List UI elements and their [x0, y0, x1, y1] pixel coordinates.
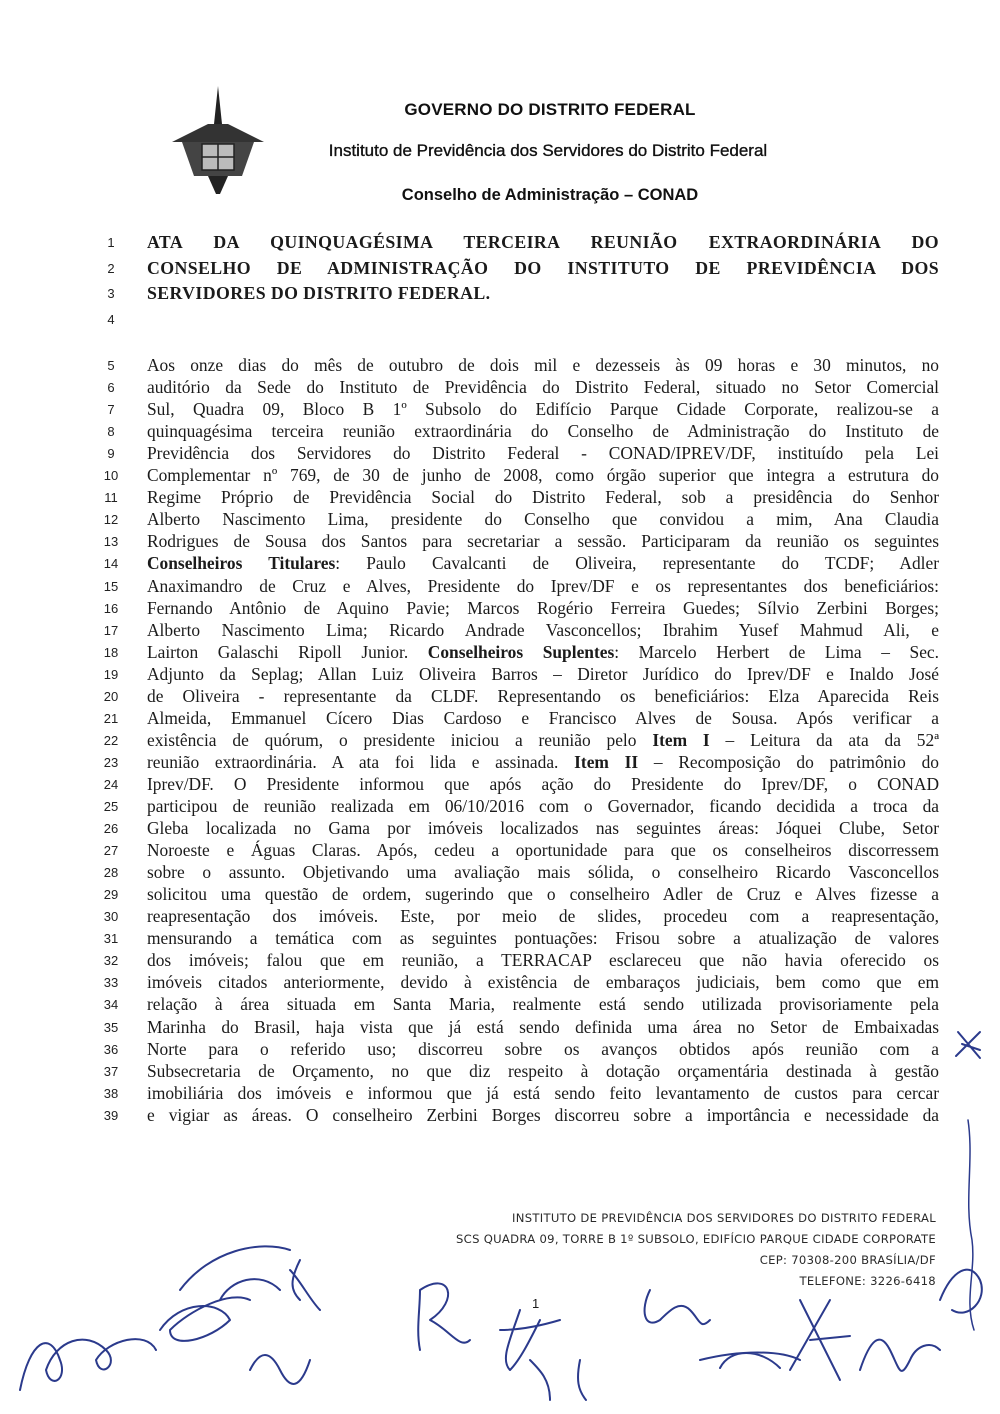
line-text-part: reunião extraordinária. A ata foi lida e assinada.	[147, 751, 575, 772]
minutes-line	[0, 1060, 1000, 1084]
line-text: Alberto Nascimento Lima, presidente do Conselho que convidou a mim, Ana Claudia	[147, 509, 939, 530]
minutes-line	[0, 1104, 1000, 1128]
minutes-line	[0, 707, 1000, 731]
minutes-line	[0, 231, 1000, 255]
line-text	[147, 552, 939, 574]
minutes-line	[0, 795, 1000, 819]
line-text: Sul, Quadra 09, Bloco B 1º Subsolo do Edifício Parque Cidade Corporate, realizou-se a	[147, 399, 939, 420]
footer-institute: INSTITUTO DE PREVIDÊNCIA DOS SERVIDORES DO DISTRITO FEDERAL	[512, 1211, 936, 1225]
line-text: de Oliveira - representante da CLDF. Representando os beneficiários: Elza Aparecida Reis	[147, 685, 939, 706]
footer-phone: TELEFONE: 3226-6418	[799, 1274, 936, 1288]
minutes-line	[0, 376, 1000, 400]
minutes-line	[0, 1082, 1000, 1106]
line-text: Regime Próprio de Previdência Social do Distrito Federal, sob a presidência do Senhor	[147, 487, 939, 508]
minutes-line	[0, 685, 1000, 709]
line-number: 33	[103, 975, 119, 991]
line-text: Rodrigues de Sousa dos Santos para secretariar a sessão. Participaram da reunião os seguintes	[147, 531, 939, 552]
line-number: 4	[107, 312, 115, 327]
line-text: Gleba localizada no Gama por imóveis localizados nas seguintes áreas: Jóquei Clube, Setor	[147, 818, 939, 839]
line-text: CONSELHO DE ADMINISTRAÇÃO DO INSTITUTO DE PREVIDÊNCIA DOS	[147, 258, 939, 278]
line-number: 7	[107, 402, 115, 418]
council-heading: Conselho de Administração – CONAD	[401, 186, 699, 204]
line-number: 30	[103, 909, 119, 925]
line-text: solicitou uma questão de ordem, sugerindo que o conselheiro Adler de Cruz e Alves fizesse a	[147, 884, 939, 905]
line-text: participou de reunião realizada em 06/10/2016 com o Governador, ficando decidida a troca da	[147, 796, 939, 816]
line-number: 39	[103, 1107, 119, 1123]
line-text: Previdência dos Servidores do Distrito Federal - CONAD/IPREV/DF, instituído pela Lei	[147, 443, 939, 464]
minutes-line	[0, 949, 1000, 973]
footer-cep: CEP: 70308-200 BRASÍLIA/DF	[759, 1253, 936, 1267]
bold-term: Item II	[574, 751, 639, 772]
line-text-part: – Recomposição do patrimônio do	[638, 751, 939, 772]
minutes-line	[0, 817, 1000, 841]
line-number: 24	[103, 776, 119, 792]
minutes-line	[0, 927, 1000, 951]
line-number: 5	[107, 358, 115, 373]
institute-heading: Instituto de Previdência dos Servidores do Distrito Federal	[328, 141, 768, 160]
line-text: Noroeste e Águas Claras. Após, cedeu a oportunidade para que os conselheiros discorressem	[147, 840, 939, 861]
line-text: sobre o assunto. Objetivando uma avaliação mais sólida, o conselheiro Ricardo Vasconcellos	[147, 862, 939, 883]
line-number: 17	[103, 622, 119, 638]
line-number: 26	[103, 821, 119, 837]
line-number: 35	[103, 1019, 119, 1035]
line-text: imobiliária dos imóveis e informou que já está sendo feito levantamento de custos para cercar	[147, 1082, 939, 1103]
line-number: 25	[103, 799, 119, 814]
line-number: 34	[103, 997, 119, 1013]
line-number: 1	[107, 235, 115, 250]
line-number: 6	[107, 380, 115, 396]
minutes-line	[0, 619, 1000, 643]
line-number: 36	[103, 1041, 119, 1057]
line-number: 28	[103, 865, 119, 881]
line-text: ATA DA QUINQUAGÉSIMA TERCEIRA REUNIÃO EXTRAORDINÁRIA DO	[147, 232, 939, 252]
line-text: Aos onze dias do mês de outubro de dois mil e dezesseis às 09 horas e 30 minutos, no	[147, 355, 939, 375]
line-number: 20	[103, 688, 119, 704]
minutes-line	[0, 442, 1000, 466]
government-heading: GOVERNO DO DISTRITO FEDERAL	[404, 100, 696, 119]
line-number: 32	[103, 953, 119, 969]
line-text: Iprev/DF. O Presidente informou que após ação do Presidente do Iprev/DF, o CONAD	[147, 773, 939, 794]
page-number: 1	[532, 1296, 540, 1311]
minutes-line	[0, 971, 1000, 995]
minutes-line	[0, 530, 1000, 554]
line-text-part: : Paulo Cavalcanti de Oliveira, representante do TCDF; Adler	[335, 553, 939, 574]
line-text: relação à área situada em Santa Maria, realmente está sendo utilizada provisoriamente pela	[147, 994, 939, 1015]
line-text: e vigiar as áreas. O conselheiro Zerbini Borges discorreu sobre a importância e necessidade da	[147, 1104, 939, 1125]
line-text: Adjunto da Seplag; Allan Luiz Oliveira Barros – Diretor Jurídico do Iprev/DF e Inaldo José	[147, 663, 939, 684]
line-text: Subsecretaria de Orçamento, no que diz respeito à dotação orçamentária destinada à gestão	[147, 1060, 939, 1081]
minutes-line	[0, 839, 1000, 863]
line-text	[147, 729, 939, 751]
line-number: 12	[103, 512, 119, 528]
bold-term: Item I	[652, 729, 710, 750]
minutes-line	[0, 993, 1000, 1017]
line-text: dos imóveis; falou que em reunião, a TERRACAP esclareceu que não havia oferecido os	[147, 950, 939, 971]
minutes-line	[0, 641, 1000, 665]
line-number: 13	[103, 534, 119, 550]
line-number: 8	[107, 424, 115, 440]
minutes-line	[0, 575, 1000, 599]
line-number: 31	[103, 931, 119, 947]
bold-term: Conselheiros Titulares	[147, 553, 336, 574]
line-text: SERVIDORES DO DISTRITO FEDERAL.	[147, 283, 491, 303]
line-text-part: existência de quórum, o presidente iniciou a reunião pelo	[147, 729, 653, 750]
line-text	[147, 641, 939, 663]
minutes-line	[0, 257, 1000, 281]
minutes-line	[0, 552, 1000, 576]
minutes-line	[0, 354, 1000, 378]
line-number: 19	[103, 666, 119, 682]
line-number: 2	[107, 261, 115, 276]
line-number: 27	[103, 843, 119, 859]
line-text: imóveis citados anteriormente, devido à existência de embaraços judiciais, bem como que em	[147, 972, 939, 993]
minutes-line	[0, 861, 1000, 885]
line-text: Fernando Antônio de Aquino Pavie; Marcos Rogério Ferreira Guedes; Sílvio Zerbini Borges;	[147, 597, 939, 618]
line-text: mensurando a temática com as seguintes pontuações: Frisou sobre a atualização de valores	[147, 928, 939, 949]
line-text	[147, 751, 939, 773]
line-text: Marinha do Brasil, haja vista que já está sendo definida uma área no Setor de Embaixadas	[147, 1016, 939, 1037]
line-text-part: Lairton Galaschi Ripoll Junior.	[147, 641, 428, 662]
line-number: 23	[103, 754, 119, 770]
minutes-line	[0, 486, 1000, 510]
line-text: Anaximandro de Cruz e Alves, Presidente do Iprev/DF e os representantes dos beneficiários:	[147, 575, 939, 596]
minutes-line	[0, 663, 1000, 687]
line-number: 10	[103, 468, 119, 484]
line-number: 37	[103, 1063, 119, 1079]
line-number: 21	[103, 710, 119, 726]
line-text-part: : Marcelo Herbert de Lima – Sec.	[614, 641, 939, 662]
line-text: Norte para o referido uso; discorreu sobre os avanços obtidos após reunião com a	[147, 1038, 939, 1059]
minutes-line	[0, 905, 1000, 929]
line-text: Alberto Nascimento Lima; Ricardo Andrade Vasconcellos; Ibrahim Yusef Mahmud Ali, e	[147, 619, 939, 640]
minutes-line	[0, 729, 1000, 753]
minutes-line	[0, 282, 1000, 306]
line-number: 9	[107, 446, 115, 462]
line-number: 16	[103, 600, 119, 616]
line-number: 18	[103, 644, 119, 660]
line-number: 11	[104, 490, 118, 506]
line-text: Complementar nº 769, de 30 de junho de 2008, como órgão superior que integra a estrutura do	[147, 465, 939, 486]
line-number: 3	[107, 286, 115, 301]
minutes-line	[0, 883, 1000, 907]
minutes-line	[0, 420, 1000, 444]
line-text: Almeida, Emmanuel Cícero Dias Cardoso e Francisco Alves de Sousa. Após verificar a	[147, 707, 939, 728]
minutes-line	[0, 464, 1000, 488]
footer-address: SCS QUADRA 09, TORRE B 1º SUBSOLO, EDIFÍCIO PARQUE CIDADE CORPORATE	[456, 1232, 936, 1246]
minutes-line	[0, 398, 1000, 422]
minutes-line	[0, 1016, 1000, 1040]
line-text: auditório da Sede do Instituto de Previdência do Distrito Federal, situado no Setor Comercial	[147, 377, 939, 398]
line-number: 38	[103, 1085, 119, 1101]
minutes-line	[0, 751, 1000, 775]
line-number: 22	[103, 732, 119, 748]
line-number: 15	[103, 578, 119, 594]
bold-term: Conselheiros Suplentes	[427, 641, 615, 662]
line-number: 29	[103, 887, 119, 903]
line-number: 14	[103, 556, 119, 572]
minutes-line	[0, 308, 1000, 332]
line-text: quinquagésima terceira reunião extraordinária do Conselho de Administração do Instituto de	[147, 421, 939, 442]
minutes-line	[0, 773, 1000, 797]
line-text-part: – Leitura da ata da 52ª	[709, 729, 939, 750]
minutes-line	[0, 508, 1000, 532]
minutes-line	[0, 1038, 1000, 1062]
line-text: reapresentação dos imóveis. Este, por meio de slides, procedeu com a reapresentação,	[147, 906, 939, 927]
minutes-line	[0, 597, 1000, 621]
